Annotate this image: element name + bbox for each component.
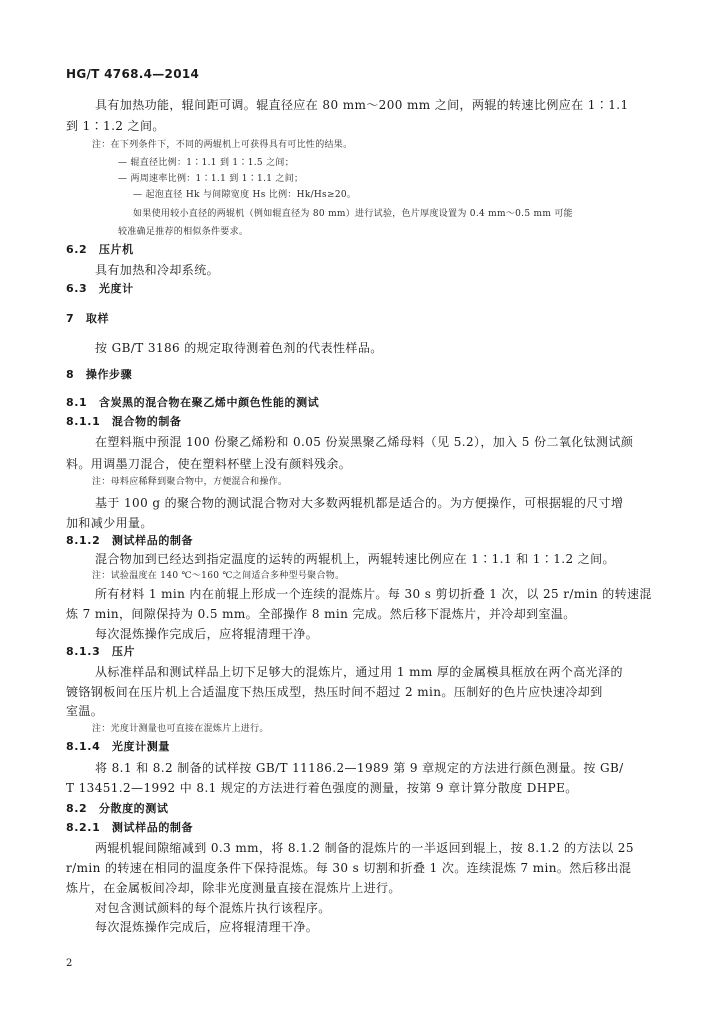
body-line: r/min 的转速在相同的温度条件下保持混炼。每 30 s 切割和折叠 1 次。连续混炼 7 min。然后移出混 xyxy=(66,861,632,875)
note-line: 注：光度计测量也可直接在混炼片上进行。 xyxy=(92,724,269,734)
note-line: — 两周速率比例：1∶1.1 到 1∶1.1 之间； xyxy=(118,174,304,184)
body-line: 镀铬钢板间在压片机上合适温度下热压成型，热压时间不超过 2 min。压制好的色片应快速冷却到 xyxy=(66,685,603,699)
body-line: 按 GB/T 3186 的规定取待测着色剂的代表性样品。 xyxy=(95,341,383,355)
body-line: 具有加热功能，辊间距可调。辊直径应在 80 mm～200 mm 之间，两辊的转速比例应在 1∶1.1 xyxy=(95,98,629,112)
body-line: 基于 100 g 的聚合物的测试混合物对大多数两辊机都是适合的。为方便操作，可根据辊的尺寸增 xyxy=(95,496,624,510)
body-line: 在塑料瓶中预混 100 份聚乙烯粉和 0.05 份炭黑聚乙烯母料（见 5.2），加入 5 份二氧化钛测试颜 xyxy=(95,435,634,449)
section-heading: 8.1.3 压片 xyxy=(66,645,136,658)
section-heading: 8.1.4 光度计测量 xyxy=(66,740,170,753)
section-heading: 8 操作步骤 xyxy=(66,368,133,381)
body-line: 每次混炼操作完成后，应将辊清理干净。 xyxy=(95,627,319,641)
body-line: 加和减少用量。 xyxy=(66,516,153,530)
section-heading: 8.2 分散度的测试 xyxy=(66,802,169,815)
body-line: 将 8.1 和 8.2 制备的试样按 GB/T 11186.2—1989 第 9 章规定的方法进行颜色测量。按 GB/ xyxy=(95,761,624,775)
section-heading: 7 取样 xyxy=(66,312,110,325)
note-line: 注：试验温度在 140 ℃～160 ℃之间适合多种型号聚合物。 xyxy=(92,571,345,581)
body-line: 具有加热和冷却系统。 xyxy=(95,263,220,277)
body-line: 室温。 xyxy=(66,704,104,718)
body-line: 到 1∶1.2 之间。 xyxy=(66,119,165,133)
body-line: 每次混炼操作完成后，应将辊清理干净。 xyxy=(95,920,319,934)
page-number: 2 xyxy=(66,958,73,969)
section-heading: 8.1 含炭黑的混合物在聚乙烯中颜色性能的测试 xyxy=(66,396,320,409)
body-line: T 13451.2—1992 中 8.1 规定的方法进行着色强度的测量，按第 9 章计算分散度 DHPE。 xyxy=(66,781,578,795)
section-heading: 6.3 光度计 xyxy=(66,282,134,295)
body-line: 混合物加到已经达到指定温度的运转的两辊机上，两辊转速比例应在 1∶1.1 和 1∶1.2 之间。 xyxy=(95,552,615,566)
section-heading: 8.1.2 测试样品的制备 xyxy=(66,534,194,547)
body-line: 所有材料 1 min 内在前辊上形成一个连续的混炼片。每 30 s 剪切折叠 1 次，以 25 r/min 的转速混 xyxy=(95,587,652,601)
body-line: 炼片，在金属板间冷却，除非光度测量直接在混炼片上进行。 xyxy=(66,881,401,895)
body-line: 炼 7 min，间隙保持为 0.5 mm。全部操作 8 min 完成。然后移下混炼片，并冷却到室温。 xyxy=(66,607,576,621)
note-line: 较准确足推荐的相似条件要求。 xyxy=(118,227,249,237)
note-line: 注：母料应稀释到聚合物中，方便混合和操作。 xyxy=(92,477,288,487)
document-header: HG/T 4768.4—2014 xyxy=(66,67,200,81)
note-line: 如果使用较小直径的两辊机（例如辊直径为 80 mm）进行试验，色片厚度设置为 0.4 mm～0.5 mm 可能 xyxy=(133,209,573,219)
section-heading: 8.1.1 混合物的制备 xyxy=(66,415,182,428)
section-heading: 6.2 压片机 xyxy=(66,243,134,256)
body-line: 两辊机辊间隙缩减到 0.3 mm，将 8.1.2 制备的混炼片的一半返回到辊上，按 8.1.2 的方法以 25 xyxy=(95,841,634,855)
note-line: — 辊直径比例：1∶1.1 到 1∶1.5 之间； xyxy=(118,158,295,168)
note-line: — 起泡直径 Hk 与间隙宽度 Hs 比例：Hk/Hs≥20。 xyxy=(133,190,357,200)
body-line: 对包含测试颜料的每个混炼片执行该程序。 xyxy=(95,901,331,915)
section-heading: 8.2.1 测试样品的制备 xyxy=(66,821,194,834)
body-line: 从标准样品和测试样品上切下足够大的混炼片，通过用 1 mm 厚的金属模具框放在两个高光泽的 xyxy=(95,665,623,679)
body-line: 料。用调墨刀混合，使在塑料杯壁上没有颜料残余。 xyxy=(66,457,352,471)
note-line: 注：在下列条件下，不同的两辊机上可获得具有可比性的结果。 xyxy=(92,140,353,150)
